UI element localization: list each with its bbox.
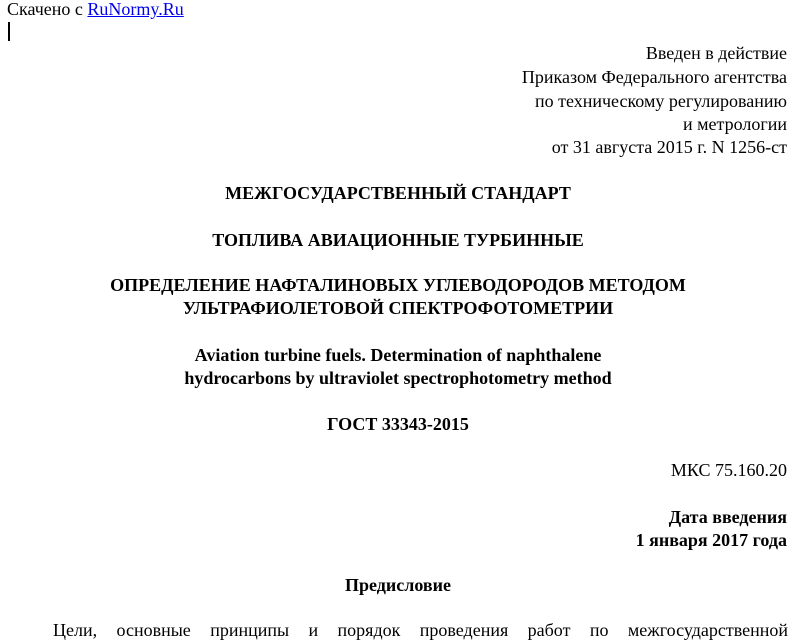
standard-type-heading: МЕЖГОСУДАРСТВЕННЫЙ СТАНДАРТ — [225, 183, 571, 203]
mks-code: МКС 75.160.20 — [670, 460, 787, 480]
foreword-heading: Предисловие — [345, 575, 451, 595]
source-link[interactable]: RuNormy.Ru — [87, 0, 184, 19]
title-ru-line-3: УЛЬТРАФИОЛЕТОВОЙ СПЕКТРОФОТОМЕТРИИ — [182, 298, 614, 318]
source-line — [7, 0, 184, 21]
text-cursor — [8, 22, 10, 41]
title-en-line-2: hydrocarbons by ultraviolet spectrophotometry method — [184, 368, 612, 388]
source-prefix: Скачено с — [7, 0, 83, 19]
effective-date-label: Дата введения — [668, 507, 787, 527]
title-en-line-1: Aviation turbine fuels. Determination of naphthalene — [194, 345, 602, 365]
approval-line-1: Введен в действие — [645, 43, 787, 63]
body-paragraph-line: Цели, основные принципы и порядок проведения работ по межгосударственной — [53, 620, 788, 640]
approval-line-4: и метрологии — [683, 114, 787, 134]
title-ru-line-1: ТОПЛИВА АВИАЦИОННЫЕ ТУРБИННЫЕ — [212, 230, 584, 250]
approval-line-3: по техническому регулированию — [534, 91, 787, 111]
approval-line-2: Приказом Федерального агентства — [521, 67, 787, 87]
title-ru-line-2: ОПРЕДЕЛЕНИЕ НАФТАЛИНОВЫХ УГЛЕВОДОРОДОВ МЕТОДОМ — [110, 275, 686, 295]
effective-date-value: 1 января 2017 года — [635, 530, 787, 550]
approval-line-5: от 31 августа 2015 г. N 1256-ст — [551, 137, 787, 157]
gost-number: ГОСТ 33343-2015 — [327, 414, 469, 434]
